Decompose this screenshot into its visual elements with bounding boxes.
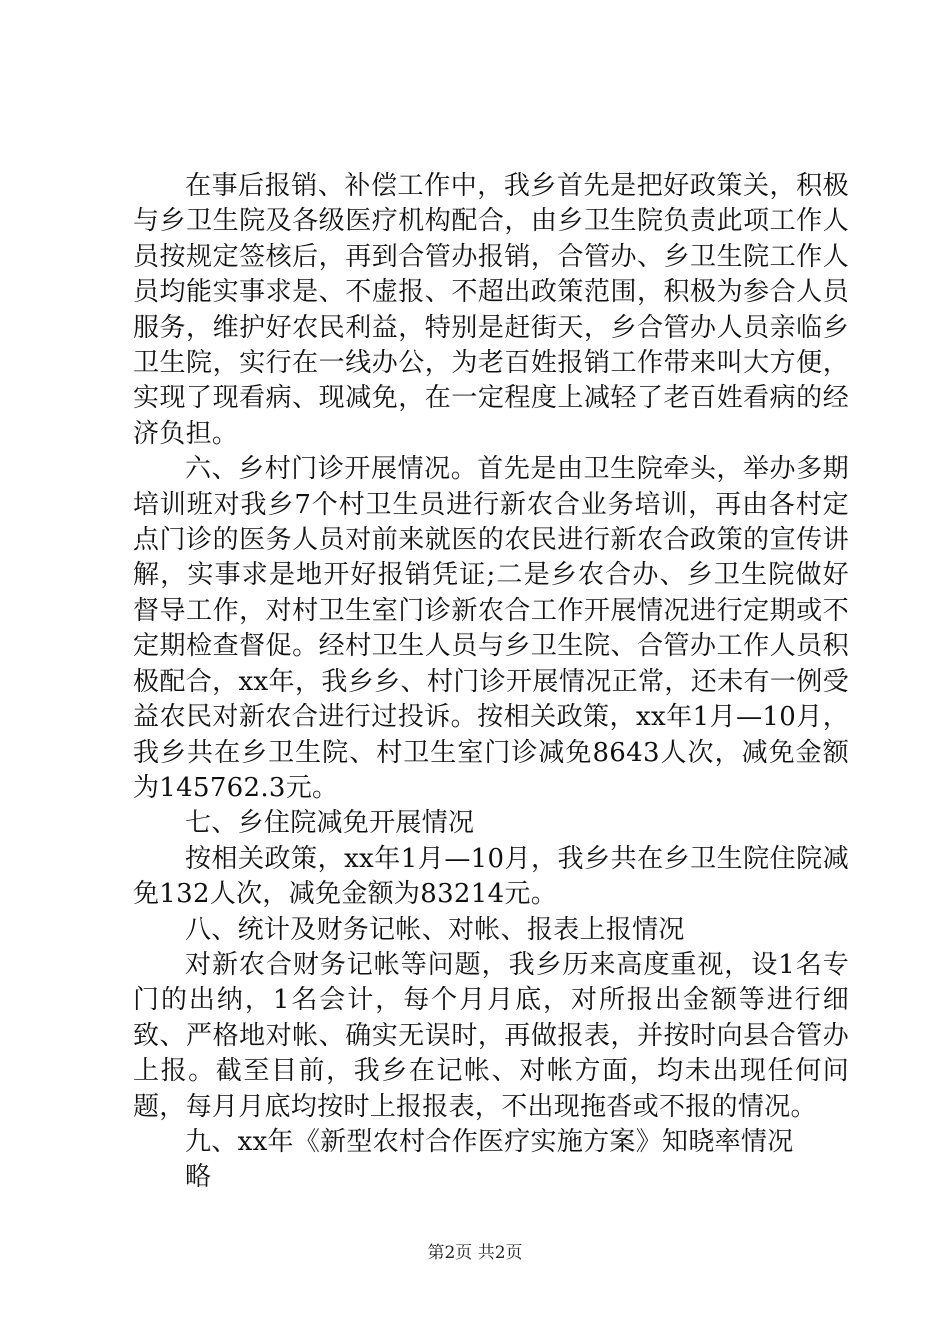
heading-section-9: 九、xx年《新型农村合作医疗实施方案》知晓率情况 [185,1126,794,1157]
heading-section-8: 八、统计及财务记帐、对帐、报表上报情况 [185,914,685,945]
document-body [133,169,849,1196]
page-footer: 第2页 共2页 [427,1243,523,1263]
paragraph-section-7: 按相关政策，xx年1月—10月，我乡共在乡卫生院住院减免132人次，减免金额为83214元。 [133,843,849,910]
paragraph-reimbursement: 在事后报销、补偿工作中，我乡首先是把好政策关，积极与乡卫生院及各级医疗机构配合，由乡卫生院负责此项工作人员按规定签核后，再到合管办报销，合管办、乡卫生院工作人员均能实事求是、不虚报、不超出政策范围，积极为参合人员服务，维护好农民利益，特别是赶街天，乡合管办人员亲临乡卫生院，实行在一线办公，为老百姓报销工作带来叫大方便，实现了现看病、现减免，在一定程度上减轻了老百姓看病的经济负担。 [133,171,849,449]
paragraph-section-9: 略 [185,1162,212,1193]
heading-section-7: 七、乡住院减免开展情况 [185,808,475,839]
paragraph-section-8: 对新农合财务记帐等问题，我乡历来高度重视，设1名专门的出纳，1名会计，每个月月底，对所报出金额等进行细致、严格地对帐、确实无误时，再做报表，并按时向县合管办上报。截至目前，我乡在记帐、对帐方面，均未出现任何问题，每月月底均按时上报报表，不出现拖沓或不报的情况。 [133,949,849,1122]
paragraph-section-6: 六、乡村门诊开展情况。首先是由卫生院牵头，举办多期培训班对我乡7个村卫生员进行新农合业务培训，再由各村定点门诊的医务人员对前来就医的农民进行新农合政策的宣传讲解，实事求是地开好报销凭证;二是乡农合办、乡卫生院做好督导工作，对村卫生室门诊新农合工作开展情况进行定期或不定期检查督促。经村卫生人员与乡卫生院、合管办工作人员积极配合，xx年，我乡乡、村门诊开展情况正常，还未有一例受益农民对新农合进行过投诉。按相关政策，xx年1月—10月，我乡共在乡卫生院、村卫生室门诊减免8643人次，减免金额为145762.3元。 [133,454,849,803]
